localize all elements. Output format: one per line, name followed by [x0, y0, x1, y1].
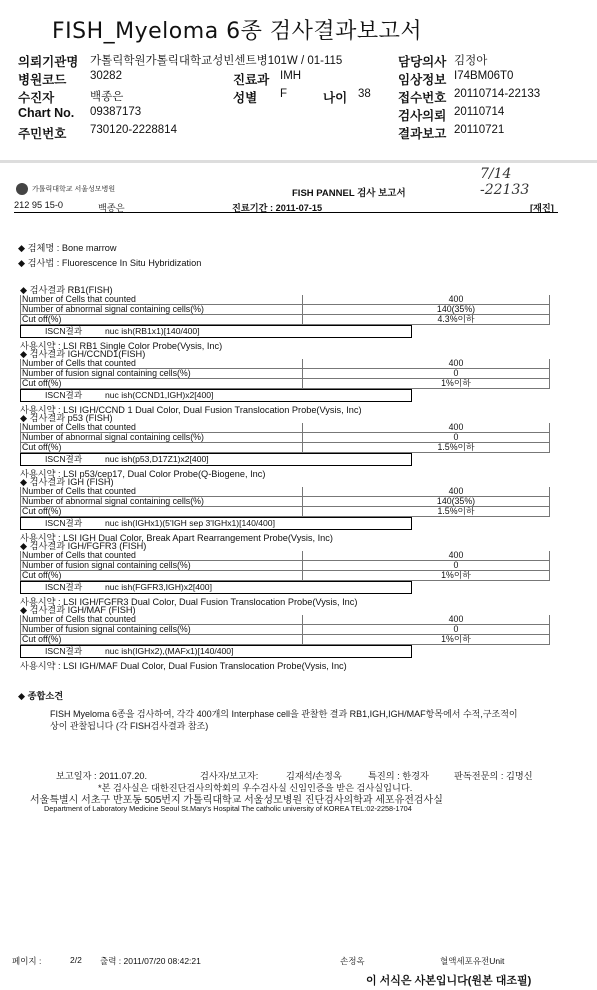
iscn-result: nuc ish(IGHx1)(5'IGH sep 3'IGHx1)[140/400] [105, 518, 275, 528]
header-label: 주민번호 [18, 127, 67, 141]
document-title: FISH_Myeloma 6종 검사결과보고서 [52, 19, 423, 44]
result-row [21, 615, 550, 625]
hospital-logo-icon [16, 183, 28, 195]
result-label: Cut off(%) [21, 507, 303, 517]
scanned-report [10, 166, 558, 990]
header-label: 성별 [233, 91, 258, 105]
result-row [21, 625, 550, 635]
header-row [18, 106, 588, 124]
reagent-kit: 사용시약 : LSI IGH/CCND 1 Dual Color, Dual Fusion Translocation Probe(Vysis, Inc) [20, 405, 362, 415]
header-value: 백종은 [90, 91, 124, 103]
result-label: Number of fusion signal containing cells(%) [21, 625, 303, 635]
result-row [21, 369, 550, 379]
specimen: ◆ 검체명 : Bone marrow [18, 243, 117, 253]
section-title: ◆ 검사결과 RB1(FISH) [20, 285, 113, 295]
result-value: 0 [303, 561, 550, 571]
handwritten-note: 7/14 -22133 [480, 166, 530, 198]
result-label: Number of fusion signal containing cells(%) [21, 561, 303, 571]
report-id-line [14, 200, 558, 213]
header-value: 30282 [90, 70, 122, 82]
reagent-kit: 사용시약 : LSI IGH/FGFR3 Dual Color, Dual Fusion Translocation Probe(Vysis, Inc) [20, 597, 358, 607]
result-label: Cut off(%) [21, 379, 303, 389]
patient-name: 백종은 [98, 203, 125, 213]
result-label: Number of Cells that counted [21, 487, 303, 497]
lab-address: 서울특별시 서초구 반포동 505번지 가톨릭대학교 서울성모병원 진단검사의학과 세포유전검사실 [30, 795, 443, 806]
report-header [10, 166, 558, 199]
result-value: 400 [303, 295, 550, 305]
reagent-kit: 사용시약 : LSI IGH Dual Color, Break Apart Rearrangement Probe(Vysis, Inc) [20, 533, 333, 543]
header-row [18, 70, 588, 88]
reagent-kit: 사용시약 : LSI p53/cep17, Dual Color Probe(Q-Biogene, Inc) [20, 469, 266, 479]
iscn-box [20, 325, 412, 338]
iscn-label: ISCN결과 [45, 390, 83, 400]
result-label: Number of Cells that counted [21, 615, 303, 625]
header-value: 20110714-22133 [454, 88, 541, 100]
result-label: Number of Cells that counted [21, 359, 303, 369]
report-date: 보고일자 : 2011.07.20. [56, 771, 148, 781]
visit-date: 진료기간 : 2011-07-15 [232, 203, 323, 213]
result-value: 1%이하 [303, 379, 550, 389]
header-value: F [280, 88, 288, 100]
result-label: Cut off(%) [21, 635, 303, 645]
specialist: 특진의 : 한경자 [368, 771, 429, 781]
reagent-kit: 사용시약 : LSI IGH/MAF Dual Color, Dual Fusion Translocation Probe(Vysis, Inc) [20, 661, 347, 671]
header-label: 접수번호 [398, 91, 447, 105]
result-value: 1%이하 [303, 571, 550, 581]
iscn-box [20, 581, 412, 594]
tester-names: 김재석/손정옥 [286, 771, 342, 781]
id-code: 212 95 15-0 [14, 200, 64, 210]
section-title: ◆ 검사결과 p53 (FISH) [20, 413, 113, 423]
result-table [20, 295, 550, 325]
result-label: Number of abnormal signal containing cells(%) [21, 305, 303, 315]
section-title: ◆ 검사결과 IGH/FGFR3 (FISH) [20, 541, 147, 551]
section-title: ◆ 검사결과 IGH (FISH) [20, 477, 114, 487]
iscn-label: ISCN결과 [45, 454, 83, 464]
page-label: 페이지 : [12, 956, 42, 966]
result-label: Cut off(%) [21, 571, 303, 581]
iscn-box [20, 389, 412, 402]
result-table [20, 487, 550, 517]
result-value: 0 [303, 625, 550, 635]
iscn-box [20, 645, 412, 658]
iscn-result: nuc ish(p53,D17Z1)x2[400] [105, 454, 209, 464]
section-title: ◆ 검사결과 IGH/MAF (FISH) [20, 605, 136, 615]
result-row [21, 571, 550, 581]
result-value: 1.5%이하 [303, 443, 550, 453]
header-label: 의뢰기관명 [18, 55, 79, 69]
summary-text: FISH Myeloma 6종을 검사하여, 각각 400개의 Interphase cell을 관찰한 결과 RB1,IGH,IGH/MAF항목에서 수적,구조적이상이 관찰됩니다 (각 FISH검사결과 참조) [50, 709, 518, 731]
header-label: 담당의사 [398, 55, 447, 69]
header-label: 임상정보 [398, 73, 447, 87]
result-value: 400 [303, 551, 550, 561]
result-row [21, 551, 550, 561]
header-value: 20110721 [454, 124, 505, 136]
result-table [20, 359, 550, 389]
result-row [21, 295, 550, 305]
header-value: IMH [280, 70, 302, 82]
iscn-result: nuc ish(CCND1,IGH)x2[400] [105, 390, 214, 400]
result-value: 140(35%) [303, 305, 550, 315]
result-row [21, 487, 550, 497]
print-footer [10, 950, 570, 990]
result-row [21, 507, 550, 517]
result-row [21, 305, 550, 315]
copy-stamp: 이 서식은 사본입니다(원본 대조필) [366, 975, 532, 987]
result-row [21, 443, 550, 453]
result-value: 400 [303, 487, 550, 497]
result-value: 0 [303, 369, 550, 379]
result-row [21, 635, 550, 645]
divider [0, 160, 597, 163]
header-value: 김정아 [454, 55, 488, 67]
print-timestamp: 출력 : 2011/07/20 08:42:21 [100, 956, 201, 966]
iscn-result: nuc ish(RB1x1)[140/400] [105, 326, 200, 336]
result-row [21, 379, 550, 389]
patient-header [18, 52, 588, 142]
header-label: 결과보고 [398, 127, 447, 141]
printer-name: 손정옥 [340, 956, 365, 966]
result-value: 400 [303, 423, 550, 433]
result-row [21, 359, 550, 369]
result-value: 400 [303, 615, 550, 625]
result-row [21, 561, 550, 571]
summary-title: ◆ 종합소견 [18, 691, 64, 701]
result-label: Number of Cells that counted [21, 295, 303, 305]
section-title: ◆ 검사결과 IGH/CCND1(FISH) [20, 349, 146, 359]
header-value: 38 [358, 88, 371, 100]
department: 혈액세포유전Unit [440, 956, 505, 966]
header-label: Chart No. [18, 106, 75, 120]
header-row [18, 88, 588, 106]
iscn-label: ISCN결과 [45, 518, 83, 528]
lab-english-address: Department of Laboratory Medicine Seoul St.Mary's Hospital The catholic university of KOREA TEL:02-2258-1704 [44, 804, 412, 813]
result-row [21, 423, 550, 433]
method: ◆ 검사법 : Fluorescence In Situ Hybridization [18, 258, 202, 268]
result-value: 1.5%이하 [303, 507, 550, 517]
result-table [20, 423, 550, 453]
result-table [20, 551, 550, 581]
result-table [20, 615, 550, 645]
certification-note: *본 검사실은 대한진단검사의학회의 우수검사실 신임인증을 받은 검사실입니다. [98, 783, 413, 793]
header-label: 진료과 [233, 73, 270, 87]
header-label: 검사의뢰 [398, 109, 447, 123]
iscn-label: ISCN결과 [45, 646, 83, 656]
result-label: Number of abnormal signal containing cells(%) [21, 497, 303, 507]
result-row [21, 315, 550, 325]
result-value: 4.3%이하 [303, 315, 550, 325]
header-value: I74BM06T0 [454, 70, 514, 82]
header-label: 병원코드 [18, 73, 67, 87]
iscn-box [20, 517, 412, 530]
header-value: 20110714 [454, 106, 505, 118]
result-row [21, 433, 550, 443]
result-label: Cut off(%) [21, 443, 303, 453]
result-label: Number of abnormal signal containing cells(%) [21, 433, 303, 443]
result-value: 0 [303, 433, 550, 443]
header-row [18, 52, 588, 70]
iscn-result: nuc ish(FGFR3,IGH)x2[400] [105, 582, 212, 592]
iscn-label: ISCN결과 [45, 326, 83, 336]
result-value: 400 [303, 359, 550, 369]
visit-tag: [재진] [530, 203, 554, 213]
report-title: FISH PANNEL 검사 보고서 [292, 188, 406, 199]
header-value: 730120-2228814 [90, 124, 177, 136]
header-row [18, 124, 588, 142]
result-label: Number of Cells that counted [21, 423, 303, 433]
header-label: 나이 [323, 91, 348, 105]
hospital-name: 가톨릭대학교 서울성모병원 [32, 186, 116, 193]
header-label: 수진자 [18, 91, 55, 105]
iscn-label: ISCN결과 [45, 582, 83, 592]
result-value: 140(35%) [303, 497, 550, 507]
page-number: 2/2 [70, 955, 82, 965]
tester-label: 검사자/보고자: [200, 771, 259, 781]
reagent-kit: 사용시약 : LSI RB1 Single Color Probe(Vysis, Inc) [20, 341, 223, 351]
header-value: 09387173 [90, 106, 142, 118]
result-label: Number of Cells that counted [21, 551, 303, 561]
iscn-box [20, 453, 412, 466]
result-row [21, 497, 550, 507]
reader: 판독전문의 : 김명신 [454, 771, 533, 781]
iscn-result: nuc ish(IGHx2),(MAFx1)[140/400] [105, 646, 234, 656]
result-label: Cut off(%) [21, 315, 303, 325]
result-label: Number of fusion signal containing cells(%) [21, 369, 303, 379]
result-value: 1%이하 [303, 635, 550, 645]
header-value: 가톨릭학원가톨릭대학교성빈센트병101W / 01-115 [90, 55, 343, 67]
